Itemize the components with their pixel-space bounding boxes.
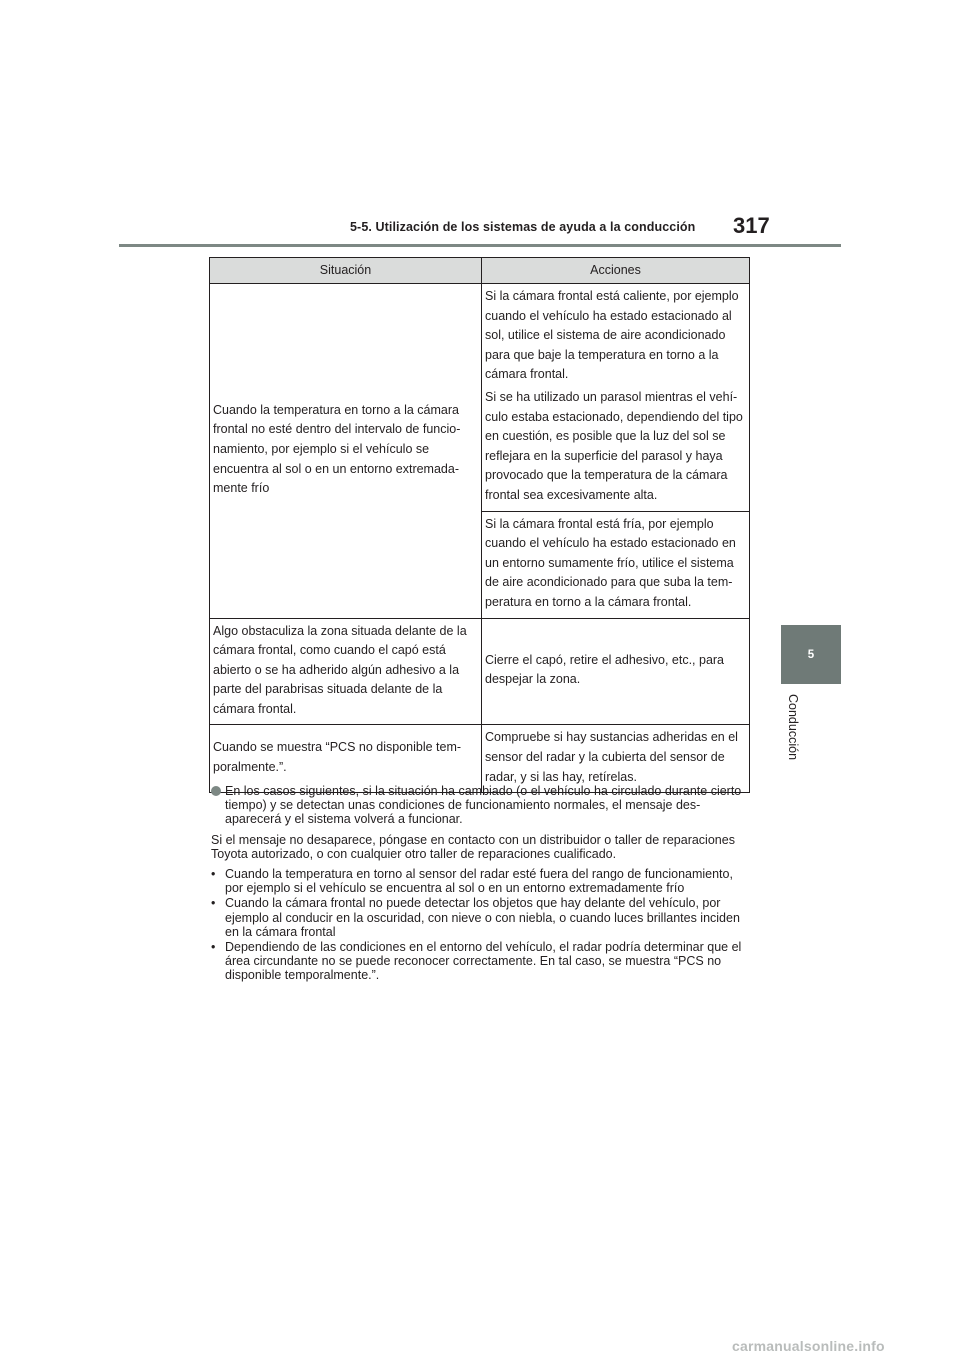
section-title: 5-5. Utilización de los sistemas de ayuda a la conducción (350, 220, 696, 234)
table-header-row (210, 258, 750, 284)
situation-cell: Cuando la temperatura en torno a la cámara frontal no esté dentro del intervalo de funcio-namiento, por ejemplo si el vehículo se encuentra al sol o en un entorno extremada-mente frío (210, 284, 482, 619)
action-paragraph: Cierre el capó, retire el adhesivo, etc., para despejar la zona. (485, 652, 725, 687)
conditions-list (211, 867, 749, 983)
action-paragraph: Si se ha utilizado un parasol mientras el vehí-culo estaba estacionado, dependiendo del tipo en cuestión, es posible que la luz del sol se reflejara en la superficie del parasol y haya provocado que la temperatura de la cámara frontal sea excesivamente alta. (485, 389, 743, 502)
chapter-tab (781, 625, 841, 684)
list-item (211, 867, 749, 895)
page-number: 317 (733, 213, 770, 238)
table-row (210, 284, 750, 512)
action-cell (482, 511, 750, 618)
contact-paragraph: Si el mensaje no desaparece, póngase en contacto con un distribuidor o taller de reparaciones Toyota autorizado, o con cualquier otro taller de reparaciones cualificado. (211, 832, 735, 861)
list-bullet: • (211, 896, 216, 911)
action-paragraph: Compruebe si hay sustancias adheridas en el sensor del radar y la cubierta del sensor de radar, y si las hay, retírelas. (485, 730, 738, 784)
bullet-note-text: En los casos siguientes, si la situación ha cambiado (o el vehículo ha circulado durante cierto tiempo) y se detectan unas condiciones de funcionamiento normales, el mensaje des-aparecerá y el sistema volverá a funcionar. (225, 784, 742, 827)
watermark: carmanualsonline.info (732, 1338, 885, 1354)
chapter-label: Conducción (786, 694, 800, 761)
situation-cell: Algo obstaculiza la zona situada delante de la cámara frontal, como cuando el capó está abierto o se ha adherido algún adhesivo a la parte del parabrisas situada delante de la cámara frontal. (210, 618, 482, 725)
list-item (211, 896, 749, 939)
situation-actions-table (209, 257, 750, 793)
list-bullet: • (211, 940, 216, 955)
situation-cell: Cuando se muestra “PCS no disponible tem-poralmente.”. (210, 725, 482, 793)
action-paragraph: Si la cámara frontal está caliente, por ejemplo cuando el vehículo ha estado estacionado al sol, utilice el sistema de aire acondicionado para que baje la temperatura en torno a la cámara frontal. (485, 289, 739, 382)
list-item-text: Cuando la temperatura en torno al sensor del radar esté fuera del rango de funcionamiento, por ejemplo si el vehículo se encuentra al sol o en un entorno extremadamente frío (225, 867, 733, 896)
table-row (210, 725, 750, 793)
action-cell (482, 725, 750, 793)
list-item (211, 940, 749, 983)
list-item-text: Dependiendo de las condiciones en el entorno del vehículo, el radar podría determinar que el área circundante no se puede reconocer correctamente. En tal caso, se muestra “PCS no disponible temporalmente.”. (225, 940, 742, 983)
action-cell (482, 618, 750, 725)
action-cell (482, 284, 750, 512)
list-bullet: • (211, 867, 216, 882)
bullet-note (211, 784, 749, 827)
list-item-text: Cuando la cámara frontal no puede detectar los objetos que hay delante del vehículo, por ejemplo al conducir en la oscuridad, con nieve o con niebla, o cuando luces brillantes inciden en la cámara frontal (225, 896, 740, 939)
header-divider (119, 244, 841, 247)
chapter-number: 5 (807, 648, 815, 661)
table-row (210, 618, 750, 725)
notes-section (211, 784, 749, 984)
column-header-situation: Situación (210, 258, 482, 284)
action-paragraph: Si la cámara frontal está fría, por ejemplo cuando el vehículo ha estado estacionado en un entorno sumamente frío, utilice el sistema de aire acondicionado para que suba la tem-peratura en torno a la cámara frontal. (485, 516, 736, 609)
circle-bullet-icon (211, 786, 221, 796)
column-header-actions: Acciones (482, 258, 750, 284)
